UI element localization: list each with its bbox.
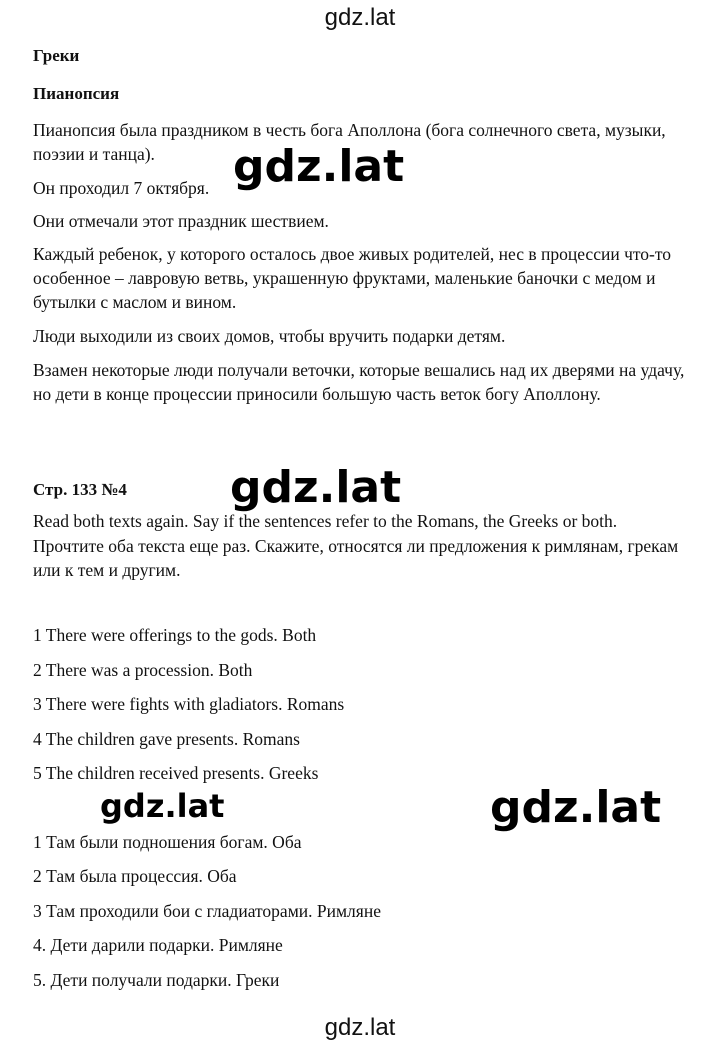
exercise-title: Стр. 133 №4 bbox=[33, 480, 127, 499]
answer-en-5: 5 The children received presents. Greeks bbox=[33, 763, 319, 783]
answer-ru-5: 5. Дети получали подарки. Греки bbox=[33, 970, 280, 990]
answer-en-4: 4 The children gave presents. Romans bbox=[33, 729, 300, 749]
answer-ru-2: 2 Там была процессия. Оба bbox=[33, 866, 237, 886]
watermark-overlay: gdz.lat bbox=[490, 782, 662, 833]
answer-en-1: 1 There were offerings to the gods. Both bbox=[33, 625, 317, 645]
section-title: Греки bbox=[33, 46, 80, 65]
exercise-instruction-ru: Прочтите оба текста еще раз. Скажите, относятся ли предложения к римлянам, грекам или к тем и другим. bbox=[33, 536, 679, 580]
header-watermark: gdz.lat bbox=[324, 4, 396, 31]
answer-en-3: 3 There were fights with gladiators. Romans bbox=[33, 694, 345, 714]
watermark-overlay: gdz.lat bbox=[233, 141, 405, 192]
answer-ru-3: 3 Там проходили бои с гладиаторами. Римляне bbox=[33, 901, 381, 921]
exercise-instruction-en: Read both texts again. Say if the sentences refer to the Romans, the Greeks or both. bbox=[33, 511, 618, 531]
answer-ru-1: 1 Там были подношения богам. Оба bbox=[33, 832, 302, 852]
paragraph-4: Каждый ребенок, у которого осталось двое живых родителей, нес в процессии что-то особенное – лавровую ветвь, украшенную фруктами, маленькие баночки с медом и бутылки с маслом и вином. bbox=[33, 244, 672, 312]
watermark-overlay: gdz.lat bbox=[230, 462, 402, 513]
answer-ru-4: 4. Дети дарили подарки. Римляне bbox=[33, 935, 283, 955]
watermark-overlay: gdz.lat bbox=[100, 787, 225, 825]
answer-en-2: 2 There was a procession. Both bbox=[33, 660, 253, 680]
paragraph-6: Взамен некоторые люди получали веточки, которые вешались над их дверями на удачу, но дети в конце процессии приносили большую часть веток богу Аполлону. bbox=[33, 360, 685, 404]
subsection-title: Пианопсия bbox=[33, 84, 120, 103]
footer-watermark: gdz.lat bbox=[324, 1014, 396, 1041]
paragraph-2: Он проходил 7 октября. bbox=[33, 178, 210, 198]
paragraph-5: Люди выходили из своих домов, чтобы вручить подарки детям. bbox=[33, 326, 506, 346]
paragraph-3: Они отмечали этот праздник шествием. bbox=[33, 211, 329, 231]
paragraph-1: Пианопсия была праздником в честь бога Аполлона (бога солнечного света, музыки, поэзии и танца). bbox=[33, 120, 666, 164]
